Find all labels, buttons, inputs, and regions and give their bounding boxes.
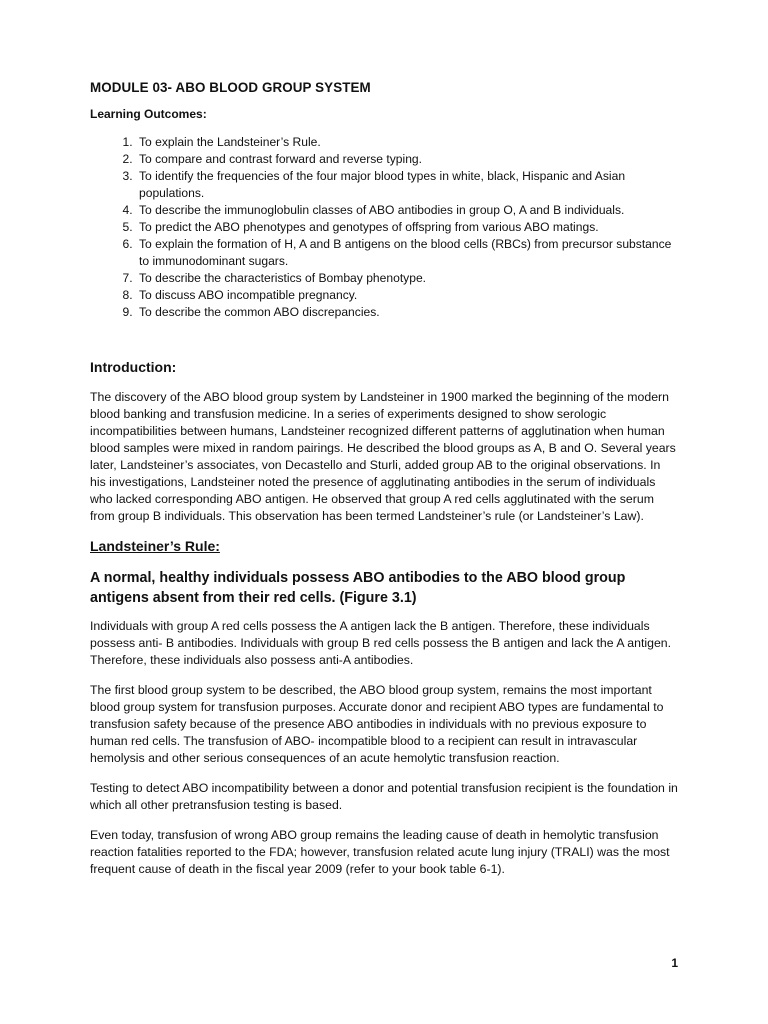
learning-outcome-item: 2. To compare and contrast forward and reverse typing. [136, 151, 678, 168]
learning-outcome-item: 3. To identify the frequencies of the four major blood types in white, black, Hispanic and Asian populations. [136, 168, 678, 202]
learning-outcome-item: 9. To describe the common ABO discrepancies. [136, 304, 678, 321]
learning-outcome-item: 5. To predict the ABO phenotypes and genotypes of offspring from various ABO matings. [136, 219, 678, 236]
learning-outcome-item: 6. To explain the formation of H, A and B antigens on the blood cells (RBCs) from precursor substance to immunodominant sugars. [136, 236, 678, 270]
learning-outcomes-list [90, 134, 678, 321]
learning-outcomes-heading: Learning Outcomes: [90, 107, 207, 121]
body-paragraph: Even today, transfusion of wrong ABO group remains the leading cause of death in hemolytic transfusion reaction fatalities reported to the FDA; however, transfusion related acute lung injury (TRALI) was the most frequent cause of death in the fiscal year 2009 (refer to your book table 6-1). [90, 828, 670, 876]
learning-outcome-item: 7. To describe the characteristics of Bombay phenotype. [136, 270, 678, 287]
landsteiners-rule-heading: Landsteiner’s Rule: [90, 538, 220, 554]
body-paragraph: Individuals with group A red cells possess the A antigen lack the B antigen. Therefore, these individuals possess anti- B antibodies. Individuals with group B red cells possess the B antigen and lack the A antigen. Therefore, these individuals also possess anti-A antibodies. [90, 619, 672, 667]
rule-statement: A normal, healthy individuals possess ABO antibodies to the ABO blood group antigens absent from their red cells. (Figure 3.1) [90, 570, 626, 606]
introduction-heading: Introduction: [90, 359, 177, 375]
learning-outcome-item: 8. To discuss ABO incompatible pregnancy. [136, 287, 678, 304]
learning-outcome-item: 1. To explain the Landsteiner’s Rule. [136, 134, 678, 151]
module-title: MODULE 03- ABO BLOOD GROUP SYSTEM [90, 80, 371, 95]
introduction-paragraph: The discovery of the ABO blood group system by Landsteiner in 1900 marked the beginning of the modern blood banking and transfusion medicine. In a series of experiments designed to show serologic incompatibilities between humans, Landsteiner recognized different patterns of agglutination when human blood samples were mixed in random pairings. He described the blood groups as A, B and O. Several years later, Landsteiner’s associates, von Decastello and Sturli, added group AB to the original observations. In his investigations, Landsteiner noted the presence of agglutinating antibodies in the serum of individuals who lacked corresponding ABO antigen. He observed that group A red cells agglutinated with the serum from group B individuals. This observation has been termed Landsteiner’s rule (or Landsteiner’s Law). [90, 390, 676, 523]
learning-outcome-item: 4. To describe the immunoglobulin classes of ABO antibodies in group O, A and B individuals. [136, 202, 678, 219]
page-number: 1 [671, 956, 678, 970]
body-paragraph: Testing to detect ABO incompatibility between a donor and potential transfusion recipient is the foundation in which all other pretransfusion testing is based. [90, 781, 678, 812]
body-paragraph: The first blood group system to be described, the ABO blood group system, remains the most important blood group system for transfusion purposes. Accurate donor and recipient ABO types are fundamental to transfusion safety because of the presence ABO antibodies in individuals with no previous exposure to human red cells. The transfusion of ABO- incompatible blood to a recipient can result in intravascular hemolysis and other serious consequences of an acute hemolytic transfusion reaction. [90, 683, 664, 765]
